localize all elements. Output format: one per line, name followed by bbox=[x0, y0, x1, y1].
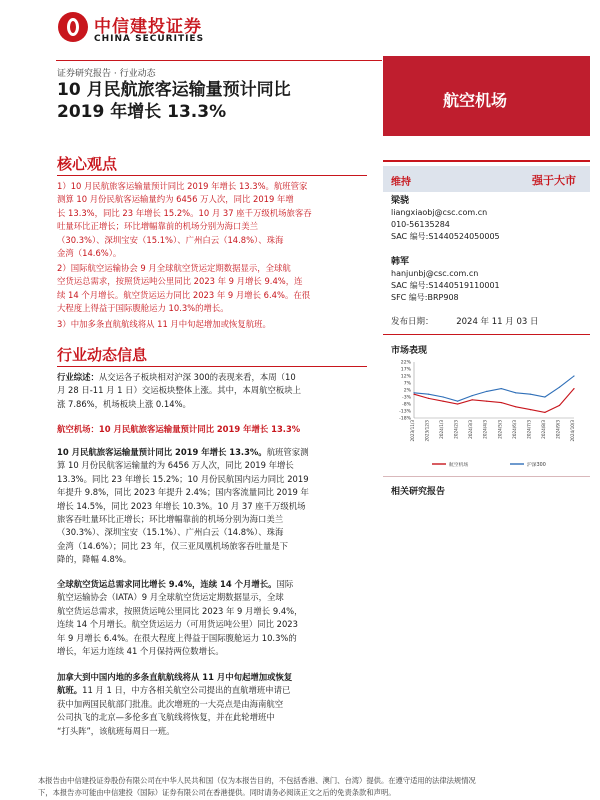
y-tick-label: 7% bbox=[403, 381, 411, 387]
data-point bbox=[501, 402, 502, 403]
logo-name-cn: 中信建投证券 bbox=[94, 17, 202, 37]
data-point bbox=[559, 405, 560, 406]
item1-line: 降的，降幅 4.8%。 bbox=[57, 554, 132, 565]
sidebar-divider bbox=[383, 334, 590, 335]
analyst-1 bbox=[391, 195, 500, 243]
core-point-3 bbox=[57, 318, 377, 331]
data-point bbox=[472, 395, 473, 396]
title-line-1: 10 月民航旅客运输量预计同比 bbox=[57, 80, 291, 100]
analyst-email: liangxiaobj@csc.com.cn bbox=[391, 208, 488, 217]
data-point bbox=[501, 388, 502, 389]
news-item-2 bbox=[57, 578, 377, 658]
core-p1-line: 长 13.3%，同比 23 年增长 15.2%。10 月 37 座千万级机场旅客吞 bbox=[57, 207, 312, 218]
data-point bbox=[442, 401, 443, 402]
core-p2-line: 续 14 个月增长。航空货运运力同比 2023 年 9 月增长 6.4%。在很 bbox=[57, 289, 311, 300]
item3-line: 公司执飞的北京—多伦多直飞航线将恢复，并在此轮增班中 bbox=[57, 712, 275, 723]
rating-rule bbox=[383, 160, 590, 162]
y-tick-label: 2% bbox=[403, 388, 411, 394]
data-point bbox=[544, 412, 545, 413]
x-tick-label: 2024/2/3 bbox=[453, 420, 459, 439]
header-divider bbox=[56, 60, 382, 61]
core-p3-line: 3）中加多条直航航线将从 11 月中旬起增加或恢复航班。 bbox=[57, 319, 271, 329]
disclaimer-line: 下，本报告亦可能由中信建投（国际）证券有限公司在香港提供。同时请务必阅读正文之后的免责条款和声明。 bbox=[38, 788, 396, 797]
news-heading: 行业动态信息 bbox=[57, 346, 148, 364]
item3-line: “打头阵”，该航班每周日一班。 bbox=[57, 725, 175, 736]
item2-line: 连续 14 个月增长。航空货运运力（可用货运吨公里）同比 2023 bbox=[57, 619, 298, 630]
core-p1-line: （30.3%）、深圳宝安（15.1%）、广州白云（14.8%）、珠海 bbox=[57, 234, 284, 245]
analyst-name: 韩军 bbox=[391, 257, 410, 267]
item1-line: 13.3%。同比 23 年增长 15.2%；10 月份民航国内运力同比 2019 bbox=[57, 473, 309, 484]
market-title: 市场表现 bbox=[391, 346, 428, 356]
item3-head: 加拿大到中国内地的多条直航航线将从 11 月中旬起增加或恢复 bbox=[57, 672, 293, 682]
data-point bbox=[457, 401, 458, 402]
related-reports-title: 相关研究报告 bbox=[391, 487, 446, 497]
logo-icon bbox=[58, 12, 88, 42]
analyst-sac: SAC 编号:S1440524050005 bbox=[391, 232, 500, 241]
core-p1-line: 测算 10 月份民航客运输量约为 6456 万人次，同比 2019 年增 bbox=[57, 194, 294, 205]
market-performance-chart bbox=[388, 356, 584, 472]
x-tick-label: 2024/7/3 bbox=[526, 420, 532, 439]
item2-head: 全球航空货运总需求同比增长 9.4%，连续 14 个月增长。 bbox=[57, 579, 277, 589]
x-tick-label: 2023/11/3 bbox=[410, 420, 415, 442]
title-line-2: 2019 年增长 13.3% bbox=[57, 102, 227, 122]
y-tick-label: -8% bbox=[402, 402, 411, 408]
sidebar-divider-2 bbox=[383, 476, 590, 477]
analyst-name: 梁骁 bbox=[391, 196, 410, 206]
data-point bbox=[428, 398, 429, 399]
item1-head: 10 月民航旅客运输量预计同比 2019 年增长 13.3%。 bbox=[57, 447, 267, 457]
core-p2-line: 2）国际航空运输协会 9 月全球航空货运定期数据显示，全球航 bbox=[57, 263, 291, 273]
data-point bbox=[530, 409, 531, 410]
item2-line: 航空货运总需求，按照货运吨公里同比 2023 年 9 月增长 9.4%， bbox=[57, 605, 303, 616]
core-divider bbox=[57, 175, 367, 176]
x-tick-label: 2024/4/3 bbox=[482, 420, 488, 439]
data-point bbox=[559, 387, 560, 388]
item1-line: 算 10 月份民航客运输量约为 6456 万人次，同比 2019 年增长 bbox=[57, 460, 294, 471]
industry-name: 航空机场 bbox=[443, 91, 508, 110]
item2-line: 增长，年运力连续 41 个月保持两位数增长。 bbox=[57, 646, 224, 657]
item2-line: 年 9 月增长 6.4%。在很大程度上得益于国际腹舱运力 10.3%的 bbox=[57, 632, 297, 643]
core-point-1 bbox=[57, 180, 377, 260]
publish-date: 2024 年 11 月 03 日 bbox=[456, 317, 539, 327]
disclaimer bbox=[38, 775, 586, 799]
analyst-sac: SAC 编号:S1440519110001 bbox=[391, 281, 500, 290]
rating-value: 强于大市 bbox=[532, 174, 576, 187]
rating-row bbox=[383, 166, 590, 192]
core-p1-line: 金湾（14.6%）。 bbox=[57, 248, 122, 259]
legend-label: 沪深300 bbox=[527, 463, 546, 468]
data-point bbox=[515, 406, 516, 407]
item3-head: 航班。 bbox=[57, 685, 83, 696]
report-type: 证券研究报告 · 行业动态 bbox=[57, 69, 156, 79]
x-tick-label: 2024/10/3 bbox=[570, 420, 575, 442]
x-tick-label: 2024/1/3 bbox=[439, 420, 445, 439]
industry-summary bbox=[57, 371, 377, 411]
analyst-phone: 010-56135284 bbox=[391, 220, 450, 229]
data-point bbox=[573, 375, 574, 376]
summary-label: 行业综述： bbox=[57, 372, 99, 382]
data-point bbox=[413, 394, 414, 395]
publish-date-row bbox=[391, 316, 539, 328]
legend-label: 航空机场 bbox=[449, 463, 469, 468]
rating-label: 维持 bbox=[391, 177, 411, 188]
item3-line: 11 月 1 日，中方各相关航空公司提出的直航增班申请已 bbox=[82, 685, 291, 696]
x-tick-label: 2024/3/3 bbox=[468, 420, 474, 439]
core-point-2 bbox=[57, 262, 377, 316]
item1-line: （30.3%）、深圳宝安（15.1%）、广州白云（14.8%）、珠海 bbox=[57, 527, 284, 538]
y-tick-label: -3% bbox=[402, 395, 411, 401]
core-p1-line: 吐量环比正增长；环比增幅靠前的机场分别为海口美兰 bbox=[57, 221, 258, 232]
item2-line: 航空运输协会（IATA）9 月全球航空货运定期数据显示，全球 bbox=[57, 592, 284, 603]
data-point bbox=[573, 388, 574, 389]
x-tick-label: 2023/12/3 bbox=[424, 420, 430, 442]
x-tick-label: 2024/5/3 bbox=[497, 420, 503, 439]
item1-line: 旅客吞吐量环比正增长；环比增幅靠前的机场分别为海口美兰 bbox=[57, 514, 284, 525]
data-point bbox=[472, 399, 473, 400]
item1-line: 航班管家测 bbox=[266, 447, 309, 457]
data-point bbox=[530, 394, 531, 395]
series-line bbox=[414, 389, 574, 413]
core-heading: 核心观点 bbox=[57, 155, 118, 173]
data-point bbox=[457, 403, 458, 404]
report-title bbox=[57, 79, 377, 123]
core-p2-line: 空货运总需求，按照货运吨公里同比 2023 年 9 月增长 9.4%，连 bbox=[57, 276, 303, 287]
x-tick-label: 2024/9/3 bbox=[555, 420, 561, 439]
logo-name-en: CHINA SECURITIES bbox=[94, 34, 205, 44]
disclaimer-line: 本报告由中信建投证券股份有限公司在中华人民共和国（仅为本报告目的，不包括香港、澳门、台湾）提供。在遵守适用的法律法规情况 bbox=[38, 776, 476, 785]
item3-line: 获中加两国民航部门批准。此次增班的一大亮点是由海南航空 bbox=[57, 698, 284, 709]
series-line bbox=[414, 376, 574, 401]
airline-subheading: 航空机场：10 月民航旅客运输量预计同比 2019 年增长 13.3% bbox=[57, 424, 301, 434]
x-tick-label: 2024/8/3 bbox=[540, 420, 546, 439]
publish-label: 发布日期： bbox=[391, 317, 434, 327]
y-tick-label: -18% bbox=[399, 416, 411, 422]
summary-line: 月 28 日-11 月 1 日）交运板块整体上涨。其中，本周航空板块上 bbox=[57, 385, 301, 396]
news-divider bbox=[57, 366, 367, 367]
item1-line: 增长 14.5%，同比 2023 年增长 10.3%。10 月 37 座千万级机场 bbox=[57, 500, 306, 511]
y-tick-label: 22% bbox=[400, 360, 411, 366]
analyst-sfc: SFC 编号:BRP908 bbox=[391, 293, 459, 302]
data-point bbox=[442, 396, 443, 397]
data-point bbox=[515, 392, 516, 393]
core-p1-line: 1）10 月民航旅客运输量预计同比 2019 年增长 13.3%。航班管家 bbox=[57, 181, 308, 191]
x-tick-label: 2024/6/3 bbox=[511, 420, 517, 439]
data-point bbox=[413, 392, 414, 393]
summary-line: 从交运各子板块相对沪深 300的表现来看，本周（10 bbox=[98, 372, 296, 382]
company-logo bbox=[58, 10, 218, 50]
item2-line: 国际 bbox=[276, 579, 294, 589]
item1-line: 年提升 9.8%，同比 2023 年提升 2.4%；国内客流量同比 2019 年 bbox=[57, 487, 309, 498]
data-point bbox=[544, 396, 545, 397]
data-point bbox=[486, 391, 487, 392]
core-p2-line: 大程度上得益于国际腹舱运力 10.3%的增长。 bbox=[57, 303, 229, 314]
item1-line: 金湾（14.6%）；同比 23 年，仅三亚凤凰机场旅客吞吐量是下 bbox=[57, 540, 289, 551]
data-point bbox=[428, 394, 429, 395]
data-point bbox=[486, 401, 487, 402]
y-tick-label: 17% bbox=[400, 367, 411, 373]
news-item-1 bbox=[57, 446, 377, 567]
y-tick-label: 12% bbox=[400, 374, 411, 380]
y-tick-label: -13% bbox=[399, 409, 411, 415]
analyst-2 bbox=[391, 256, 500, 304]
summary-line: 涨 7.86%，机场板块上涨 0.14%。 bbox=[57, 398, 191, 409]
news-item-3 bbox=[57, 671, 377, 738]
industry-banner bbox=[383, 56, 590, 136]
analyst-email: hanjunbj@csc.com.cn bbox=[391, 269, 479, 278]
